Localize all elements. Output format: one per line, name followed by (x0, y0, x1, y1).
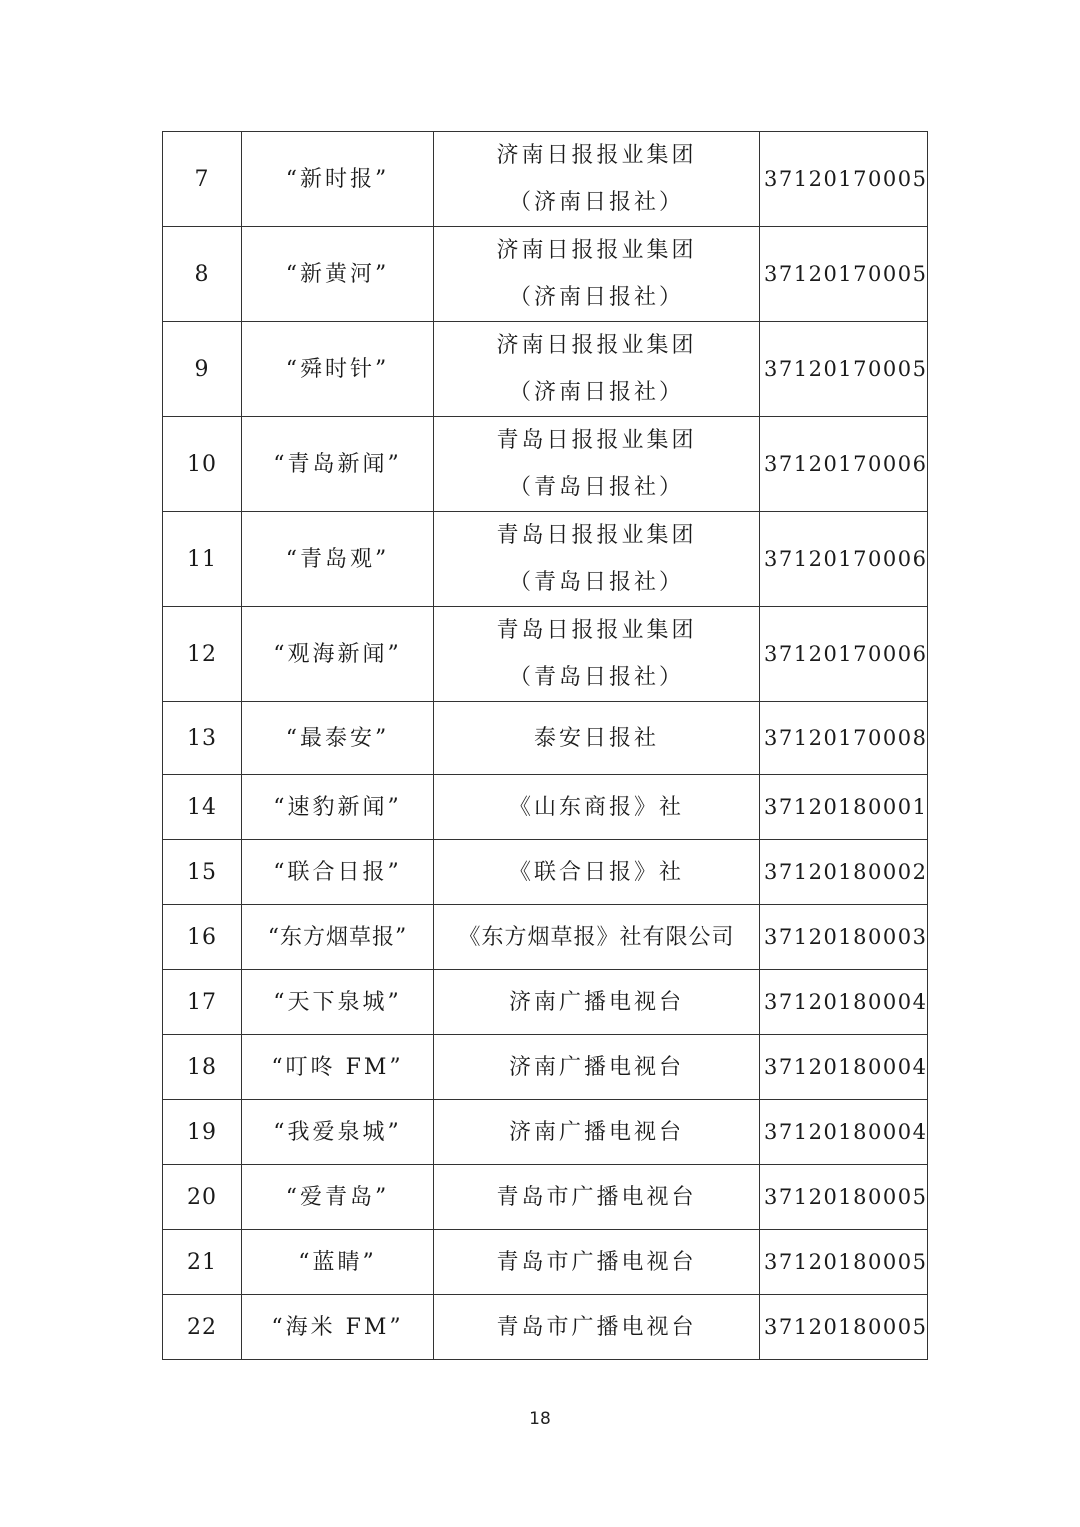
organization (434, 512, 760, 607)
row-number: 21 (163, 1230, 242, 1295)
row-number: 17 (163, 970, 242, 1035)
table-row (163, 1035, 928, 1100)
organization: 济南广播电视台 (434, 1100, 760, 1165)
table-row (163, 775, 928, 840)
service-name: “东方烟草报” (242, 905, 434, 970)
table-row (163, 702, 928, 775)
table-row (163, 1295, 928, 1360)
row-number: 22 (163, 1295, 242, 1360)
service-name: “我爱泉城” (242, 1100, 434, 1165)
row-number: 13 (163, 702, 242, 775)
organization (434, 607, 760, 702)
organization: 青岛市广播电视台 (434, 1230, 760, 1295)
table-row (163, 322, 928, 417)
organization-line: （青岛日报社） (508, 665, 684, 690)
service-name: “爱青岛” (242, 1165, 434, 1230)
table-row (163, 607, 928, 702)
service-name: “叮咚 FM” (242, 1035, 434, 1100)
organization (434, 417, 760, 512)
row-number: 10 (163, 417, 242, 512)
organization: 《山东商报》社 (434, 775, 760, 840)
table-row (163, 905, 928, 970)
organization-line: （济南日报社） (508, 190, 684, 215)
row-number: 15 (163, 840, 242, 905)
row-number: 8 (163, 227, 242, 322)
table-row (163, 1165, 928, 1230)
service-name: “联合日报” (242, 840, 434, 905)
license-code: 37120170005 (760, 322, 928, 417)
organization: 济南广播电视台 (434, 970, 760, 1035)
organization: 济南广播电视台 (434, 1035, 760, 1100)
table-row (163, 1100, 928, 1165)
row-number: 7 (163, 132, 242, 227)
license-code: 37120170006 (760, 417, 928, 512)
organization-line: （青岛日报社） (508, 475, 684, 500)
organization-line: 青岛日报报业集团 (496, 618, 697, 643)
license-code: 37120180001 (760, 775, 928, 840)
license-code: 37120180005 (760, 1295, 928, 1360)
service-name: “舜时针” (242, 322, 434, 417)
organization (434, 322, 760, 417)
organization-line: （济南日报社） (508, 380, 684, 405)
license-code: 37120170006 (760, 512, 928, 607)
row-number: 9 (163, 322, 242, 417)
organization: 青岛市广播电视台 (434, 1165, 760, 1230)
organization (434, 227, 760, 322)
table-row (163, 840, 928, 905)
organization: 青岛市广播电视台 (434, 1295, 760, 1360)
license-code: 37120180002 (760, 840, 928, 905)
table-row (163, 970, 928, 1035)
row-number: 14 (163, 775, 242, 840)
table-row (163, 227, 928, 322)
service-name: “天下泉城” (242, 970, 434, 1035)
organization: 《东方烟草报》社有限公司 (434, 905, 760, 970)
table-row (163, 1230, 928, 1295)
organization-line: 济南日报报业集团 (496, 333, 697, 358)
registration-table (162, 131, 928, 1360)
organization-line: 青岛日报报业集团 (496, 523, 697, 548)
service-name: “速豹新闻” (242, 775, 434, 840)
organization-line: 济南日报报业集团 (496, 238, 697, 263)
row-number: 11 (163, 512, 242, 607)
service-name: “最泰安” (242, 702, 434, 775)
table-row (163, 417, 928, 512)
table-row (163, 132, 928, 227)
service-name: “青岛新闻” (242, 417, 434, 512)
row-number: 20 (163, 1165, 242, 1230)
service-name: “蓝睛” (242, 1230, 434, 1295)
license-code: 37120180004 (760, 1100, 928, 1165)
license-code: 37120180003 (760, 905, 928, 970)
service-name: “海米 FM” (242, 1295, 434, 1360)
organization-line: （青岛日报社） (508, 570, 684, 595)
license-code: 37120170008 (760, 702, 928, 775)
license-code: 37120170005 (760, 132, 928, 227)
organization: 泰安日报社 (434, 702, 760, 775)
license-code: 37120180004 (760, 1035, 928, 1100)
row-number: 16 (163, 905, 242, 970)
row-number: 12 (163, 607, 242, 702)
service-name: “新时报” (242, 132, 434, 227)
license-code: 37120170005 (760, 227, 928, 322)
table-row (163, 512, 928, 607)
organization: 《联合日报》社 (434, 840, 760, 905)
license-code: 37120180004 (760, 970, 928, 1035)
organization-line: 济南日报报业集团 (496, 143, 697, 168)
service-name: “新黄河” (242, 227, 434, 322)
organization-line: 青岛日报报业集团 (496, 428, 697, 453)
license-code: 37120170006 (760, 607, 928, 702)
license-code: 37120180005 (760, 1230, 928, 1295)
page-number: 18 (529, 1409, 551, 1429)
service-name: “观海新闻” (242, 607, 434, 702)
row-number: 18 (163, 1035, 242, 1100)
license-code: 37120180005 (760, 1165, 928, 1230)
service-name: “青岛观” (242, 512, 434, 607)
organization (434, 132, 760, 227)
row-number: 19 (163, 1100, 242, 1165)
organization-line: （济南日报社） (508, 285, 684, 310)
